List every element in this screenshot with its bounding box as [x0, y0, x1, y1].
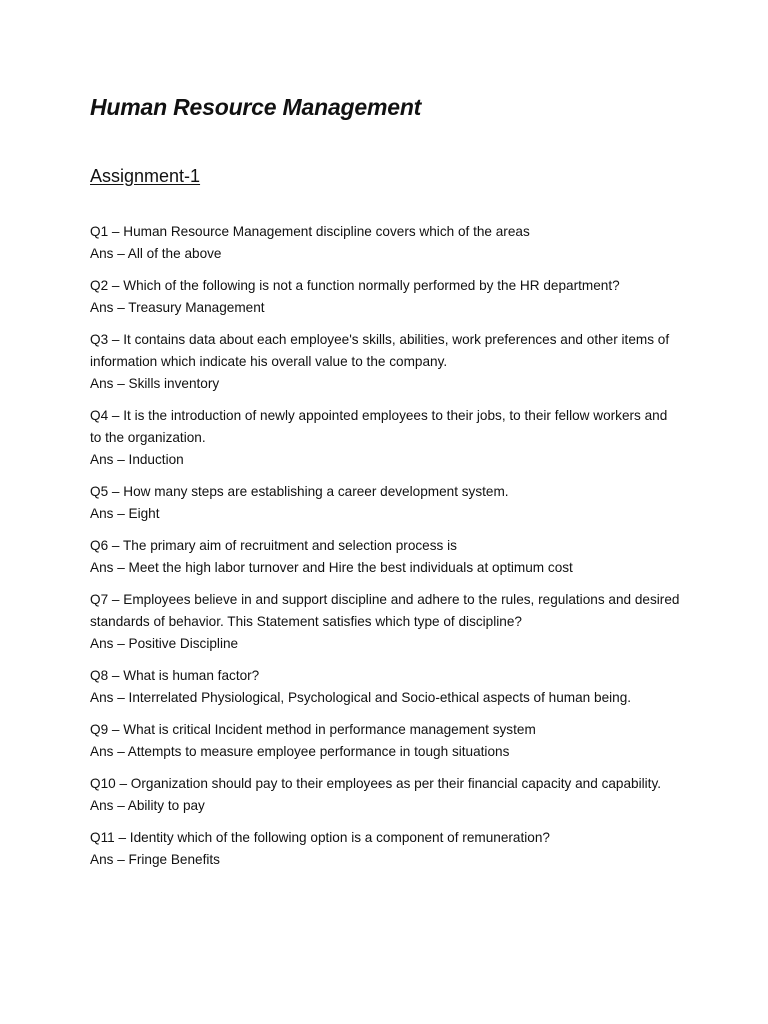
answer-text: Ans – Induction: [90, 451, 184, 467]
question-answer-list: [90, 221, 680, 881]
qa-item: [90, 329, 680, 394]
answer-text: Ans – Interrelated Physiological, Psychological and Socio-ethical aspects of human being.: [90, 689, 632, 705]
question-text: Q1 – Human Resource Management discipline covers which of the areas: [90, 224, 530, 239]
answer-text: Ans – Meet the high labor turnover and Hire the best individuals at optimum cost: [90, 559, 573, 575]
assignment-heading: Assignment-1: [90, 166, 201, 186]
answer-text: Ans – Positive Discipline: [90, 635, 239, 651]
answer-text: Ans – Treasury Management: [90, 299, 265, 315]
qa-item: [90, 481, 680, 525]
qa-item: [90, 719, 680, 763]
qa-item: [90, 665, 680, 709]
qa-item: [90, 589, 680, 654]
question-text: Q7 – Employees believe in and support discipline and adhere to the rules, regulations and desired standards of behavior. This Statement satisfies which type of discipline?: [90, 592, 680, 629]
question-text: Q2 – Which of the following is not a function normally performed by the HR department?: [90, 278, 620, 294]
question-text: Q8 – What is human factor?: [90, 668, 260, 684]
qa-item: [90, 773, 680, 817]
answer-text: Ans – Fringe Benefits: [90, 852, 220, 868]
question-text: Q3 – It contains data about each employee's skills, abilities, work preferences and other items of information which indicate his overall value to the company.: [90, 332, 670, 369]
qa-item: [90, 275, 680, 319]
qa-item: [90, 221, 680, 265]
answer-text: Ans – Ability to pay: [90, 798, 205, 814]
question-text: Q10 – Organization should pay to their employees as per their financial capacity and capability.: [90, 776, 662, 792]
question-text: Q4 – It is the introduction of newly appointed employees to their jobs, to their fellow workers and to the organization.: [90, 408, 668, 445]
question-text: Q9 – What is critical Incident method in performance management system: [90, 722, 536, 738]
document-title: Human Resource Management: [90, 94, 422, 120]
answer-text: Ans – Eight: [90, 505, 160, 521]
question-text: Q5 – How many steps are establishing a career development system.: [90, 483, 509, 499]
answer-text: Ans – Skills inventory: [90, 375, 220, 391]
qa-item: [90, 827, 680, 871]
qa-item: [90, 535, 680, 579]
answer-text: Ans – All of the above: [90, 245, 222, 261]
question-text: Q11 – Identity which of the following option is a component of remuneration?: [90, 830, 550, 846]
answer-text: Ans – Attempts to measure employee performance in tough situations: [90, 743, 510, 759]
question-text: Q6 – The primary aim of recruitment and selection process is: [90, 538, 457, 554]
qa-item: [90, 405, 680, 470]
